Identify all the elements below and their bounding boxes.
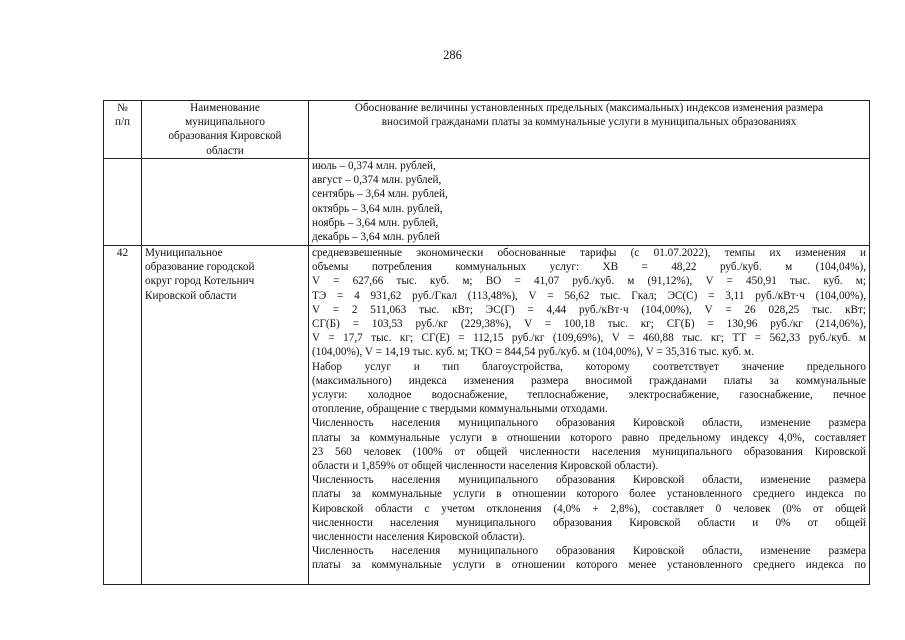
table-row-42 [104, 246, 870, 585]
continuation-line: август – 0,374 млн. рублей, [312, 174, 442, 187]
header-name-cell [142, 101, 309, 159]
tariff-line: V = 17,7 тыс. кг; СГ(Е) = 112,15 руб./кг (109,69%), V = 460,88 тыс. кг; ТТ = 562,33 руб./куб. м [312, 332, 866, 345]
population-above-line: численности населения муниципального образования Кировской области и 0% от общей [312, 516, 866, 529]
population-equal-line: 23 560 человек (100% от общей численности населения муниципального образования Кировской [312, 445, 866, 458]
header-name-line: Наименование [190, 102, 260, 114]
header-name-line: области [206, 144, 244, 157]
header-name-line: образования Кировской [168, 130, 282, 143]
page-number: 286 [443, 48, 462, 62]
continuation-line: июль – 0,374 млн. рублей, [312, 160, 436, 172]
header-number-line: п/п [114, 116, 131, 129]
tariff-line: ТЭ = 4 931,62 руб./Гкал (113,48%), V = 56,62 тыс. Гкал; ЭС(С) = 3,11 руб./кВт·ч (104,00%), [312, 289, 866, 302]
header-number-cell [104, 101, 142, 159]
services-line: отопление, обращение с твердыми коммунальными отходами. [312, 403, 608, 416]
header-name-line: муниципального [185, 116, 265, 129]
justification-cell [309, 246, 870, 585]
continuation-name-cell [142, 159, 309, 246]
header-justification-cell [309, 101, 870, 159]
continuation-line: ноябрь – 3,64 млн. рублей, [312, 216, 439, 229]
population-above-line: платы за коммунальные услуги в отношении которого более установленного среднего индекса по [312, 488, 866, 501]
population-equal-line: Численность населения муниципального образования Кировской области, изменение размера [312, 417, 866, 430]
indices-table [103, 100, 870, 585]
tariff-line: V = 2 511,063 тыс. кВт; ЭС(Г) = 4,44 руб./кВт·ч (104,00%), V = 26 028,25 тыс. кВт; [312, 303, 866, 316]
continuation-text-cell [309, 159, 870, 246]
table-row-continuation [104, 159, 870, 246]
tariff-line: V = 627,66 тыс. куб. м; ВО = 41,07 руб./куб. м (91,12%), V = 450,91 тыс. куб. м; [312, 275, 866, 288]
population-above-line: численности населения Кировской области). [312, 531, 526, 544]
population-below-line: платы за коммунальные услуги в отношении которого менее установленного среднего индекса по [312, 559, 866, 572]
row-number: 42 [116, 247, 129, 259]
continuation-number-cell [104, 159, 142, 246]
population-above-line: Численность населения муниципального образования Кировской области, изменение размера [312, 474, 866, 487]
header-number-line: № [117, 102, 128, 114]
municipality-name-line: образование городской [145, 261, 255, 274]
services-line: Набор услуг и тип благоустройства, которому соответствует значение предельного [312, 360, 866, 373]
tariff-line: средневзвешенные экономически обоснованные тарифы (с 01.07.2022), темпы их изменения и [312, 247, 866, 259]
row-number-cell [104, 246, 142, 585]
municipality-name-line: Муниципальное [145, 247, 223, 259]
population-equal-line: области и 1,859% от общей численности населения Кировской области). [312, 460, 659, 473]
continuation-line: октябрь – 3,64 млн. рублей, [312, 202, 443, 215]
services-line: услуги: холодное водоснабжение, теплоснабжение, электроснабжение, газоснабжение, печное [312, 389, 866, 402]
header-justification-line: Обоснование величины установленных предельных (максимальных) индексов изменения размера [354, 102, 824, 114]
municipality-name-line: округ город Котельнич [145, 275, 255, 288]
continuation-line: сентябрь – 3,64 млн. рублей, [312, 188, 448, 201]
population-above-line: Кировской области с учетом отклонения (4,0% + 2,8%), составляет 0 человек (0% от общей [312, 502, 866, 515]
tariff-line: СГ(Б) = 103,53 руб./кг (229,38%), V = 100,18 тыс. кг; СГ(Б) = 130,96 руб./кг (214,06%), [312, 318, 866, 331]
tariff-line: (104,00%), V = 14,19 тыс. куб. м; ТКО = 844,54 руб./куб. м (104,00%), V = 35,316 тыс. куб. м. [312, 346, 754, 359]
header-justification-line: вносимой гражданами платы за коммунальные услуги в муниципальных образованиях [381, 116, 797, 129]
continuation-line: декабрь – 3,64 млн. рублей [312, 231, 440, 244]
population-below-line: Численность населения муниципального образования Кировской области, изменение размера [312, 545, 866, 558]
tariff-line: объемы потребления коммунальных услуг: ХВ = 48,22 руб./куб. м (104,04%), [312, 261, 866, 274]
services-line: (максимального) индекса изменения размера вносимой гражданами платы за коммунальные [312, 374, 866, 387]
municipality-name-line: Кировской области [145, 289, 237, 302]
municipality-name-cell [142, 246, 309, 585]
population-equal-line: платы за коммунальные услуги в отношении которого равно предельному индексу 4,0%, составляет [312, 431, 866, 444]
table-header-row [104, 101, 870, 159]
